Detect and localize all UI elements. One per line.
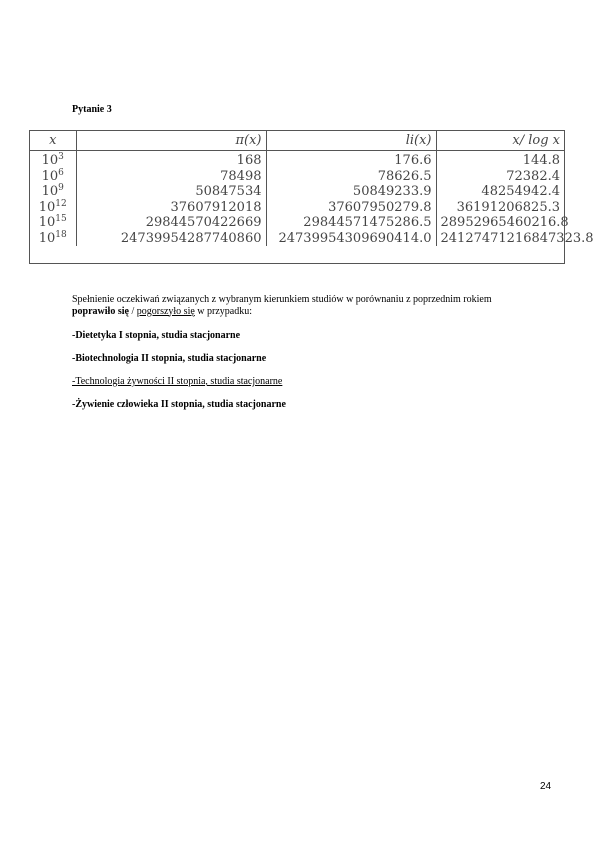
prime-counting-table [29,130,594,264]
pi-cell: 29844570422669 [76,215,266,231]
pi-cell: 37607912018 [76,200,266,216]
li-cell: 29844571475286.5 [266,215,436,231]
list-item: -Technologia żywności II stopnia, studia stacjonarne [72,376,283,387]
x-cell: $10^9$ [41,183,64,199]
header-x: x [30,131,76,151]
x-cell: $10^{18}$ [38,229,67,246]
header-li: li(x) [266,131,436,151]
x-cell: $10^{15}$ [38,214,67,230]
page-number: 24 [540,781,552,792]
xlog-cell: 28952965460216.8 [436,215,564,231]
pi-cell: 24739954287740860 [76,231,266,247]
pi-cell: 168 [76,151,266,169]
list-item: -Żywienie człowieka II stopnia, studia stacjonarne [72,399,286,410]
li-cell: 24739954309690414.0 [266,231,436,247]
li-cell: 37607950279.8 [266,200,436,216]
pi-cell: 78498 [76,169,266,185]
table-header-row [30,131,564,151]
x-cell: $10^{12}$ [38,198,67,215]
xlog-cell: 48254942.4 [436,184,564,200]
pi-cell: 50847534 [76,184,266,200]
paragraph-intro: Spełnienie oczekiwań związanych z wybranym kierunkiem studiów w porównaniu z poprzednim rokiem [72,294,492,305]
question-heading: Pytanie 3 [72,104,112,115]
worsened-label: pogorszyło się [136,305,195,317]
xlog-cell: 36191206825.3 [436,200,564,216]
header-x-log-x: x/ log x [436,131,564,151]
xlog-cell: 24127471216847323.8 [436,231,564,247]
xlog-cell: 144.8 [436,151,564,169]
paragraph-ending: w przypadku: [194,305,252,317]
table-row [30,169,564,185]
xlog-cell: 72382.4 [436,169,564,185]
table-row [30,215,564,231]
list-item: -Dietetyka I stopnia, studia stacjonarne [72,330,241,341]
table-row [30,151,564,169]
table-row [30,231,564,247]
li-cell: 50849233.9 [266,184,436,200]
table-row [30,184,564,200]
improved-label: poprawiło się [72,305,129,317]
list-item: -Biotechnologia II stopnia, studia stacjonarne [72,353,267,364]
li-cell: 176.6 [266,151,436,169]
separator: / [128,305,137,317]
table-row [30,200,564,216]
header-pi: π(x) [76,131,266,151]
x-cell: $10^3$ [41,152,64,168]
survey-paragraph [72,294,552,317]
li-cell: 78626.5 [266,169,436,185]
x-cell: $10^6$ [41,167,64,184]
